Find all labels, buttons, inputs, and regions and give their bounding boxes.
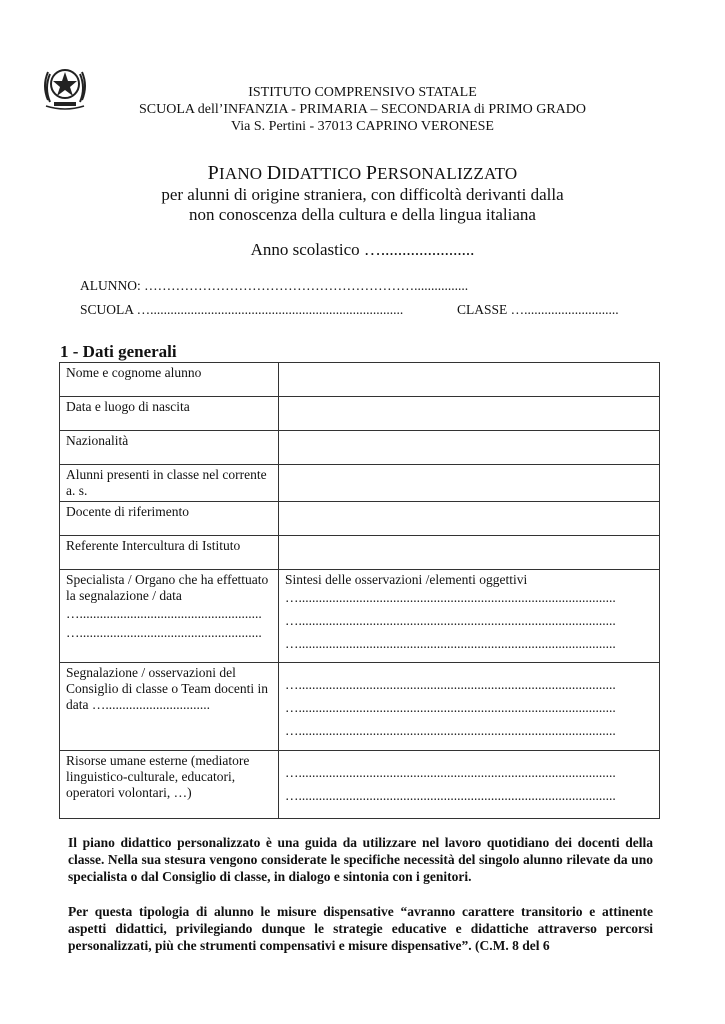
title-sub-1: per alunni di origine straniera, con difficoltà derivanti dalla: [161, 185, 564, 204]
row-label: Docente di riferimento: [60, 502, 279, 536]
row-value[interactable]: [279, 465, 660, 502]
table-row: [60, 502, 660, 536]
table-row: [60, 431, 660, 465]
risorse-dots-2[interactable]: …..............................................................................................: [285, 788, 616, 803]
header-line-1: ISTITUTO COMPRENSIVO STATALE: [248, 85, 477, 100]
row-label: Segnalazione / osservazioni del Consiglio di classe o Team docenti in data …...............................: [60, 663, 279, 751]
row-label: Referente Intercultura di Istituto: [60, 536, 279, 570]
row-value[interactable]: [279, 397, 660, 431]
row-label: Alunni presenti in classe nel corrente a. s.: [60, 465, 279, 502]
alunno-field[interactable]: ALUNNO: ……………………………………………………................: [80, 278, 469, 293]
specialista-dots-1[interactable]: …......................................................: [66, 606, 262, 621]
title-sub-2: non conoscenza della cultura e della lingua italiana: [189, 205, 536, 224]
row-value[interactable]: [279, 536, 660, 570]
note-paragraph-1: Il piano didattico personalizzato è una guida da utilizzare nel lavoro quotidiano dei docenti della classe. Nella sua stesura vengono considerate le specifiche necessità del singolo alunno rilevate da uno specialista o dal Consiglio di classe, in dialogo e sintonia con i genitori.: [68, 835, 653, 884]
row-value[interactable]: [279, 431, 660, 465]
risorse-dots-1[interactable]: …..............................................................................................: [285, 765, 616, 780]
sintesi-dots-1[interactable]: …..............................................................................................: [285, 590, 616, 605]
row-value[interactable]: [279, 363, 660, 397]
row-value: [279, 663, 660, 751]
note-paragraph-2: Per questa tipologia di alunno le misure dispensative “avranno carattere transitorio e attinente aspetti didattici, privilegiando dunque le strategie educative e didattiche attraverso percorsi personalizzati, più che strumenti compensativi e misure dispensative”. (C.M. 8 del 6: [68, 904, 653, 953]
document-title: [0, 162, 725, 225]
header-line-3: Via S. Pertini - 37013 CAPRINO VERONESE: [231, 119, 494, 134]
sintesi-dots-2[interactable]: …..............................................................................................: [285, 613, 616, 628]
anno-scolastico: Anno scolastico …......................: [250, 240, 475, 259]
sintesi-title: Sintesi delle osservazioni /elementi oggettivi: [285, 572, 528, 587]
row-value: [279, 570, 660, 663]
sintesi-dots-3[interactable]: …..............................................................................................: [285, 636, 616, 651]
segnalazione-dots-2[interactable]: …..............................................................................................: [285, 700, 616, 715]
specialista-label: Specialista / Organo che ha effettuato la segnalazione / data: [66, 572, 269, 603]
table-row: [60, 465, 660, 502]
title-pe-rest: ERSONALIZZATO: [377, 164, 518, 183]
row-label: Risorse umane esterne (mediatore linguistico-culturale, educatori, operatori volontari, …): [60, 751, 279, 819]
row-label: [60, 570, 279, 663]
table-row: [60, 570, 660, 663]
scuola-field[interactable]: SCUOLA …...........................................................................: [80, 302, 404, 317]
table-row: [60, 536, 660, 570]
specialista-dots-2[interactable]: …......................................................: [66, 625, 262, 640]
table-row: [60, 397, 660, 431]
title-pe-cap: P: [365, 162, 378, 184]
title-d-cap: D: [266, 162, 282, 184]
row-label: Nome e cognome alunno: [60, 363, 279, 397]
row-value: [279, 751, 660, 819]
row-value[interactable]: [279, 502, 660, 536]
school-header: [0, 84, 725, 135]
title-p-cap: P: [207, 162, 219, 184]
dati-generali-table: [59, 362, 660, 819]
title-d-rest: IDATTICO: [281, 164, 366, 183]
title-p-rest: IANO: [218, 164, 267, 183]
segnalazione-dots-3[interactable]: …..............................................................................................: [285, 723, 616, 738]
table-row: [60, 751, 660, 819]
classe-field[interactable]: CLASSE …............................: [457, 302, 619, 317]
segnalazione-dots-1[interactable]: …..............................................................................................: [285, 677, 616, 692]
row-label: Data e luogo di nascita: [60, 397, 279, 431]
title-main: [0, 162, 725, 185]
table-row: [60, 363, 660, 397]
table-row: [60, 663, 660, 751]
header-line-2: SCUOLA dell’INFANZIA - PRIMARIA – SECONDARIA di PRIMO GRADO: [139, 102, 586, 117]
row-label: Nazionalità: [60, 431, 279, 465]
section-title: 1 - Dati generali: [60, 342, 177, 361]
